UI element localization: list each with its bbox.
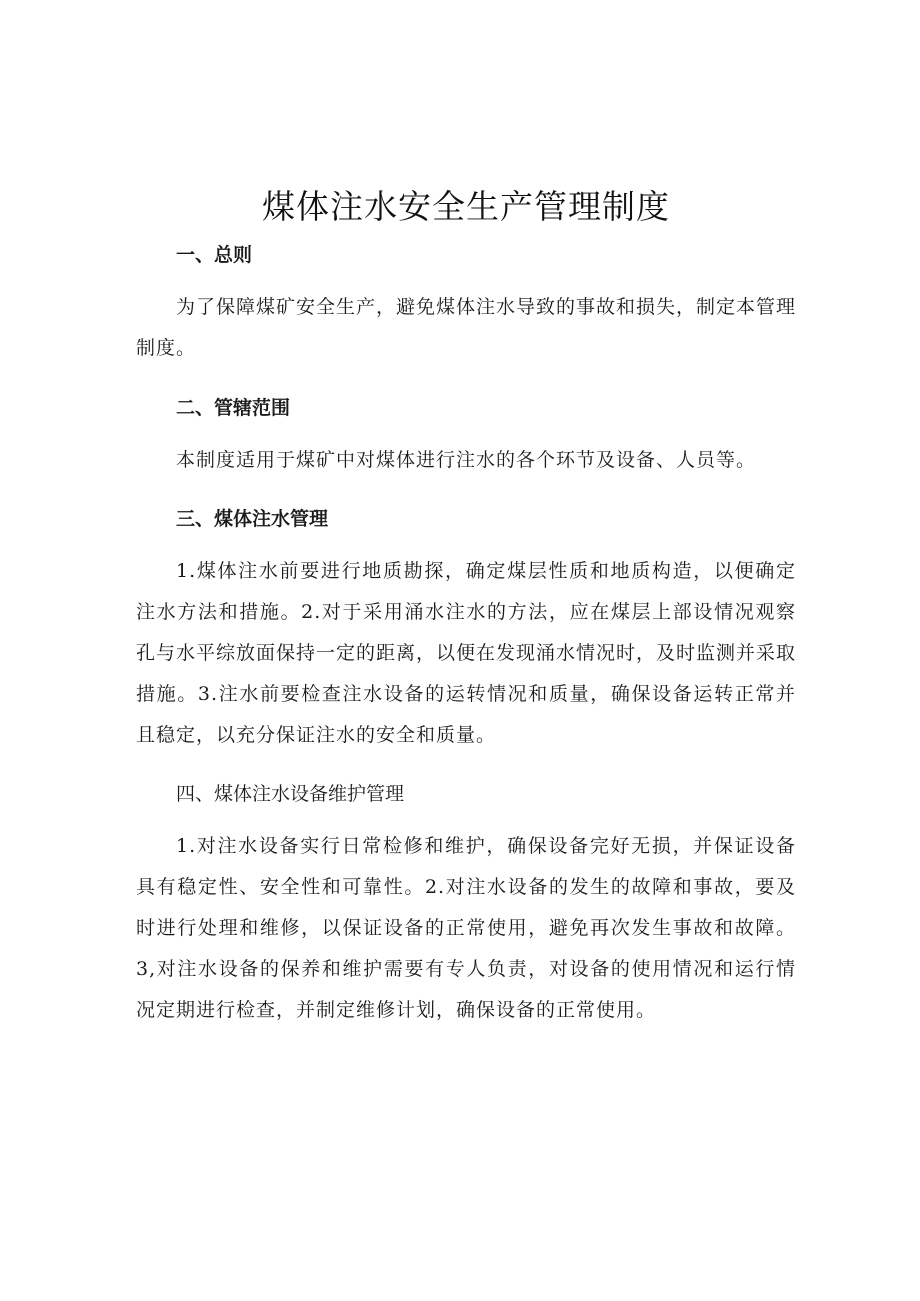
section-body-scope: 本制度适用于煤矿中对煤体进行注水的各个环节及设备、人员等。 bbox=[176, 449, 757, 471]
section-body-equipment-maintenance: 1.对注水设备实行日常检修和维护，确保设备完好无损，并保证设备具有稳定性、安全性和可靠性。2.对注水设备的发生的故障和事故，要及时进行处理和维修，以保证设备的正常使用，避免再次发生事故和故障。3,对注水设备的保养和维护需要有专人负责，对设备的使用情况和运行情况定期进行检查，并制定维修计划，确保设备的正常使用。 bbox=[136, 835, 796, 1021]
section-body-water-injection-management: 1.煤体注水前要进行地质勘探，确定煤层性质和地质构造，以便确定注水方法和措施。2.对于采用涌水注水的方法，应在煤层上部设情况观察孔与水平综放面保持一定的距离，以便在发现涌水情况时，及时监测并采取措施。3.注水前要检查注水设备的运转情况和质量，确保设备运转正常并且稳定，以充分保证注水的安全和质量。 bbox=[136, 560, 797, 746]
section-body-general: 为了保障煤矿安全生产，避免煤体注水导致的事故和损失，制定本管理制度。 bbox=[136, 296, 797, 359]
document-body bbox=[136, 183, 796, 1031]
section-heading-scope: 二、管辖范围 bbox=[176, 397, 291, 419]
section-heading-general: 一、总则 bbox=[176, 244, 253, 266]
section-heading-water-injection-management: 三、煤体注水管理 bbox=[176, 508, 329, 530]
document-title: 煤体注水安全生产管理制度 bbox=[262, 187, 670, 226]
section-heading-equipment-maintenance: 四、煤体注水设备维护管理 bbox=[176, 783, 405, 805]
